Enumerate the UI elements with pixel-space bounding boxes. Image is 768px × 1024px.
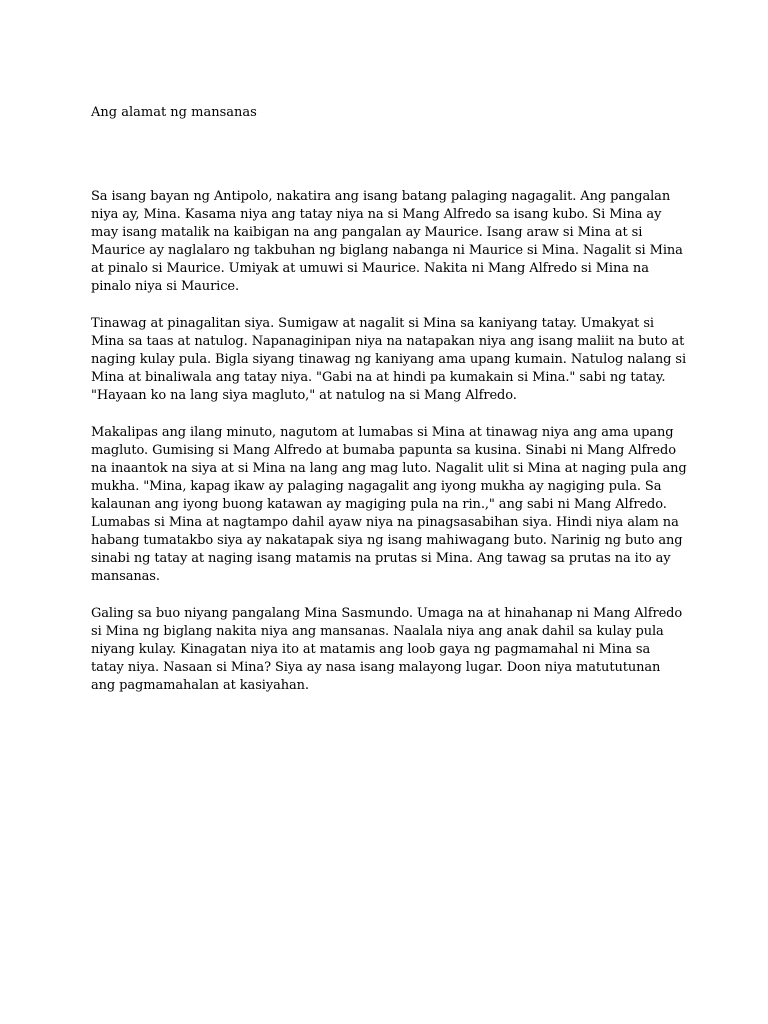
text-line: kalaunan ang iyong buong katawan ay magiging pula na rin.," ang sabi ni Mang Alfredo. <box>91 497 667 512</box>
text-line: niyang kulay. Kinagatan niya ito at matamis ang loob gaya ng pagmamahal ni Mina sa <box>91 642 651 657</box>
text-line: tatay niya. Nasaan si Mina? Siya ay nasa isang malayong lugar. Doon niya matututunan <box>91 660 661 675</box>
text-line: Maurice ay naglalaro ng takbuhan ng biglang nabanga ni Maurice si Mina. Nagalit si Mina <box>91 243 683 258</box>
text-line: Sa isang bayan ng Antipolo, nakatira ang isang batang palaging nagagalit. Ang pangalan <box>91 189 671 204</box>
text-line: si Mina ng biglang nakita niya ang mansanas. Naalala niya ang anak dahil sa kulay pula <box>91 624 664 639</box>
text-line: "Hayaan ko na lang siya magluto," at natulog na si Mang Alfredo. <box>91 388 517 403</box>
text-line: Makalipas ang ilang minuto, nagutom at lumabas si Mina at tinawag niya ang ama upang <box>91 425 674 440</box>
text-line: magluto. Gumising si Mang Alfredo at bumaba papunta sa kusina. Sinabi ni Mang Alfredo <box>91 443 676 458</box>
text-line: na inaantok na siya at si Mina na lang ang mag luto. Nagalit ulit si Mina at naging pula ang <box>91 461 687 476</box>
text-line: Tinawag at pinagalitan siya. Sumigaw at nagalit si Mina sa kaniyang tatay. Umakyat si <box>91 316 654 331</box>
paragraph-1 <box>91 188 691 296</box>
text-line: Lumabas si Mina at nagtampo dahil ayaw niya na pinagsasabihan siya. Hindi niya alam na <box>91 515 679 530</box>
text-line: ang pagmamahalan at kasiyahan. <box>91 678 309 693</box>
text-line: mukha. "Mina, kapag ikaw ay palaging nagagalit ang iyong mukha ay nagiging pula. Sa <box>91 479 662 494</box>
text-line: naging kulay pula. Bigla siyang tinawag ng kaniyang ama upang kumain. Natulog nalang si <box>91 352 687 367</box>
text-line: niya ay, Mina. Kasama niya ang tatay niya na si Mang Alfredo sa isang kubo. Si Mina ay <box>91 207 662 222</box>
document-title: Ang alamat ng mansanas <box>91 105 257 120</box>
text-line: Mina at binaliwala ang tatay niya. "Gabi na at hindi pa kumakain si Mina." sabi ng tatay. <box>91 370 666 385</box>
document-body <box>91 188 691 714</box>
text-line: at pinalo si Maurice. Umiyak at umuwi si Maurice. Nakita ni Mang Alfredo si Mina na <box>91 261 649 276</box>
text-line: habang tumatakbo siya ay nakatapak siya ng isang mahiwagang buto. Narinig ng buto ang <box>91 533 683 548</box>
text-line: sinabi ng tatay at naging isang matamis na prutas si Mina. Ang tawag sa prutas na ito ay <box>91 551 671 566</box>
paragraph-2 <box>91 315 691 405</box>
text-line: pinalo niya si Maurice. <box>91 279 240 294</box>
paragraph-4 <box>91 605 691 695</box>
text-line: Galing sa buo niyang pangalang Mina Sasmundo. Umaga na at hinahanap ni Mang Alfredo <box>91 606 683 621</box>
paragraph-3 <box>91 424 691 586</box>
text-line: may isang matalik na kaibigan na ang pangalan ay Maurice. Isang araw si Mina at si <box>91 225 643 240</box>
text-line: Mina sa taas at natulog. Napanaginipan niya na natapakan niya ang isang maliit na buto at <box>91 334 685 349</box>
text-line: mansanas. <box>91 569 160 584</box>
